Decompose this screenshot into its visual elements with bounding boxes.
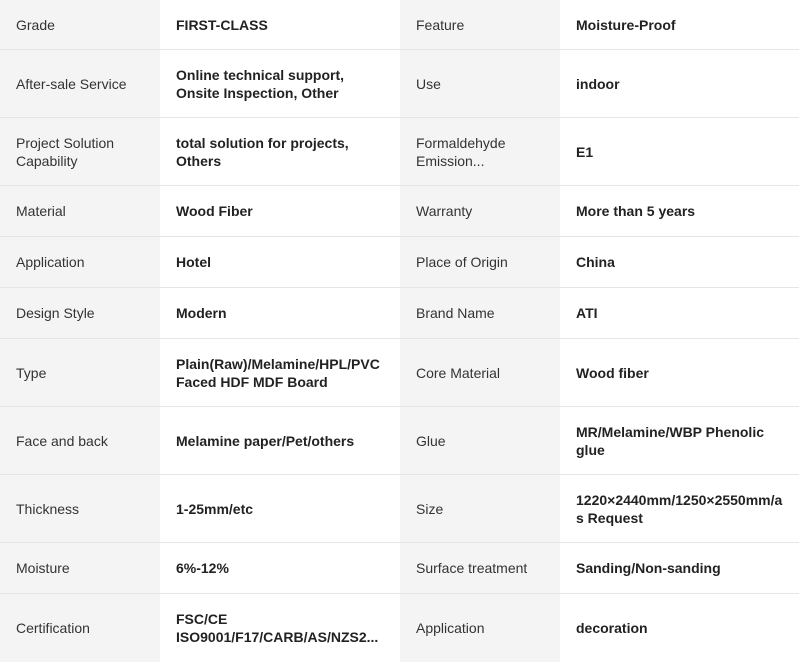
attribute-label-text: Application: [416, 620, 485, 636]
attribute-value-text: FIRST-CLASS: [176, 16, 268, 33]
attribute-label-text: Size: [416, 500, 444, 517]
attribute-value-text: Wood Fiber: [176, 203, 253, 219]
attribute-value-text: FSC/CE ISO9001/F17/CARB/AS/NZS2...: [176, 611, 379, 645]
attribute-label: [400, 186, 560, 237]
attribute-value: [560, 288, 799, 339]
attribute-label-text: Surface treatment: [416, 560, 528, 576]
attribute-value: [560, 407, 799, 475]
attribute-value: [560, 186, 799, 237]
attribute-value: [160, 288, 400, 339]
attribute-label-text: Place of Origin: [416, 254, 508, 270]
attribute-label-text: Project Solution Capability: [16, 134, 115, 169]
attribute-value-text: total solution for projects, Others: [176, 134, 349, 169]
attribute-label: [0, 237, 160, 288]
attribute-value-text: Wood fiber: [576, 364, 649, 381]
attribute-value-text: indoor: [576, 75, 620, 92]
attribute-label: [0, 407, 160, 475]
attribute-value-text: 1220×2440mm/1250×2550mm/as Request: [576, 491, 783, 526]
attribute-label-text: Moisture: [16, 560, 70, 576]
attribute-value: [160, 339, 400, 407]
attribute-value: [560, 118, 799, 186]
attribute-label-text: Feature: [416, 16, 465, 33]
attribute-value: [160, 50, 400, 118]
attribute-label: [400, 288, 560, 339]
attribute-value-text: decoration: [576, 620, 648, 636]
attribute-label-text: Application: [16, 254, 85, 270]
attribute-label: [0, 475, 160, 543]
attribute-label: [0, 0, 160, 50]
attribute-label-text: Use: [416, 75, 441, 92]
attribute-label: [0, 50, 160, 118]
attribute-value: [560, 237, 799, 288]
attribute-value: [560, 475, 799, 543]
attribute-value: [160, 186, 400, 237]
attribute-value-text: Sanding/Non-sanding: [576, 560, 721, 576]
attribute-value-text: 6%-12%: [176, 560, 229, 576]
attribute-value-text: E1: [576, 143, 594, 160]
attribute-label-text: Certification: [16, 620, 90, 636]
attribute-value-text: Modern: [176, 305, 227, 321]
attribute-label-text: After-sale Service: [16, 75, 127, 92]
attribute-label: [400, 50, 560, 118]
attribute-value: [160, 475, 400, 543]
attribute-label: [400, 237, 560, 288]
attribute-label: [400, 0, 560, 50]
attribute-label-text: Formaldehyde Emission...: [416, 134, 506, 169]
attribute-value-text: 1-25mm/etc: [176, 500, 254, 517]
attribute-label: [0, 118, 160, 186]
attribute-value-text: Plain(Raw)/Melamine/HPL/PVC Faced HDF MDF Board: [176, 355, 380, 390]
attribute-value: [560, 339, 799, 407]
attribute-label-text: Face and back: [16, 432, 108, 449]
attribute-value: [160, 543, 400, 594]
attribute-label-text: Brand Name: [416, 305, 495, 321]
attribute-value-text: Moisture-Proof: [576, 16, 676, 33]
attribute-label-text: Warranty: [416, 203, 473, 219]
attribute-value-text: Online technical support, Onsite Inspection, Other: [176, 66, 345, 101]
attribute-label: [400, 475, 560, 543]
attribute-value-text: ATI: [576, 305, 598, 321]
attribute-label: [400, 339, 560, 407]
attribute-value: [160, 407, 400, 475]
attribute-value: [160, 594, 400, 662]
attribute-label-text: Material: [16, 203, 66, 219]
attribute-label: [400, 594, 560, 662]
attribute-value-text: China: [576, 254, 615, 270]
attribute-label: [0, 288, 160, 339]
attribute-value: [560, 50, 799, 118]
attribute-value: [160, 0, 400, 50]
attribute-value: [560, 0, 799, 50]
attribute-label: [0, 339, 160, 407]
attribute-label: [0, 594, 160, 662]
attribute-label-text: Thickness: [16, 500, 80, 517]
attribute-value-text: More than 5 years: [576, 203, 696, 219]
attribute-label-text: Glue: [416, 432, 446, 449]
attribute-label: [0, 543, 160, 594]
attribute-label: [400, 407, 560, 475]
attribute-label-text: Grade: [16, 16, 55, 33]
attribute-label-text: Design Style: [16, 305, 95, 321]
attribute-label: [400, 118, 560, 186]
attribute-value: [560, 543, 799, 594]
attribute-value-text: Hotel: [176, 254, 211, 270]
attribute-label: [400, 543, 560, 594]
attribute-value: [160, 237, 400, 288]
attribute-value: [160, 118, 400, 186]
attribute-value: [560, 594, 799, 662]
attribute-label: [0, 186, 160, 237]
attribute-value-text: Melamine paper/Pet/others: [176, 432, 355, 449]
attribute-label-text: Type: [16, 364, 47, 381]
attribute-value-text: MR/Melamine/WBP Phenolic glue: [576, 423, 764, 458]
attribute-label-text: Core Material: [416, 364, 501, 381]
